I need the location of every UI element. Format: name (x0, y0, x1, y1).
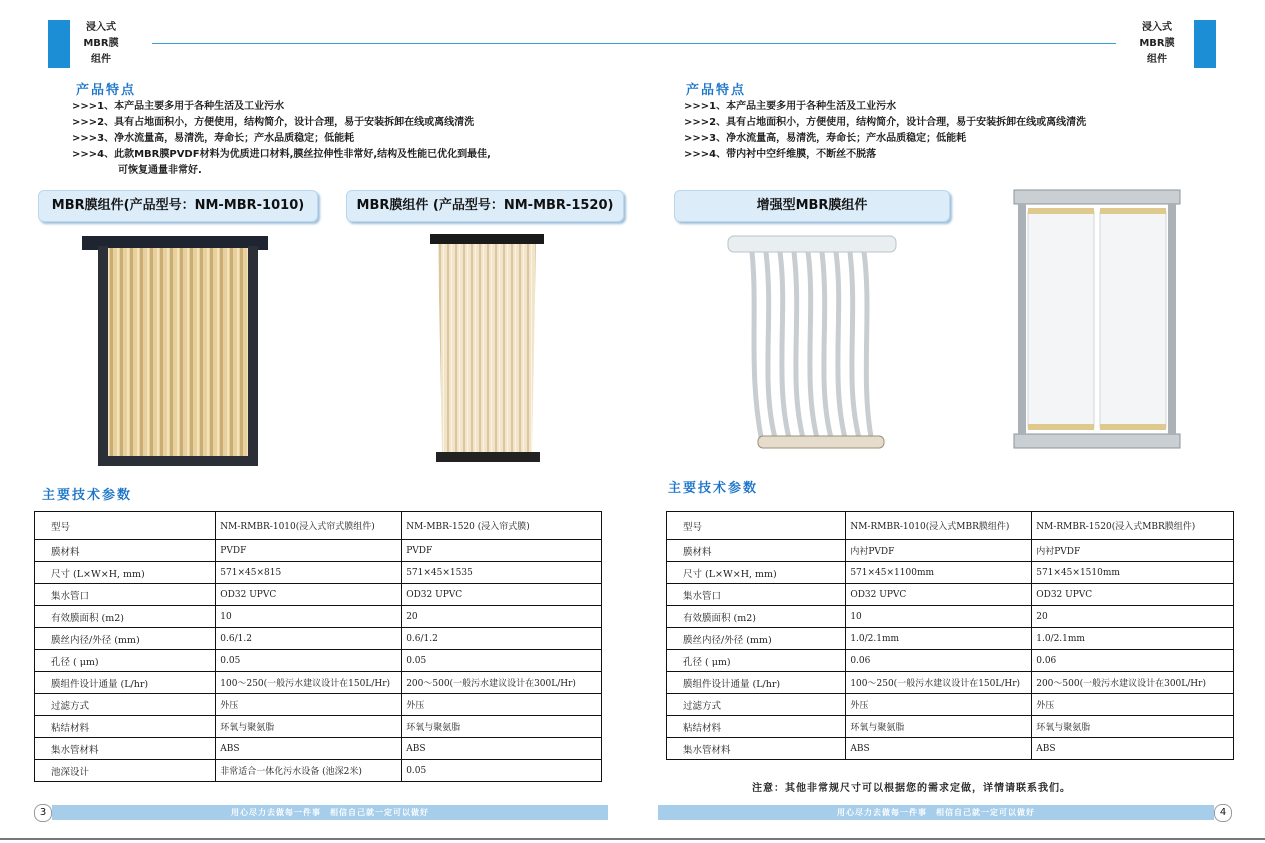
table-row: 孔径 ( μm) 0.05 0.05 (35, 650, 602, 672)
table-row: 粘结材料 环氧与聚氨脂 环氧与聚氨脂 (667, 716, 1234, 738)
bottom-rule (0, 838, 1265, 840)
page-number-left: 3 (34, 804, 52, 822)
table-row: 集水管口 OD32 UPVC OD32 UPVC (35, 584, 602, 606)
product-label-1010: MBR膜组件(产品型号：NM-MBR-1010) (38, 190, 318, 222)
feature-item: >>>2、具有占地面积小，方便使用，结构简介，设计合理，易于安装拆卸在线或离线清洗 (72, 117, 475, 128)
table-row: 膜丝内径/外径 (mm) 1.0/2.1mm 1.0/2.1mm (667, 628, 1234, 650)
footer-slogan-right: 用心尽力去做每一件事 相信自己就一定可以做好 (658, 805, 1214, 820)
table-row: 膜组件设计通量 (L/hr) 100～250(一般污水建议设计在150L/Hr) 200～500(一般污水建议设计在300L/Hr) (667, 672, 1234, 694)
features-title-right: 产品特点 (686, 83, 747, 98)
params-title-right: 主要技术参数 (668, 481, 759, 496)
header-title-line: 浸入式 (1142, 22, 1172, 33)
spec-table-right (666, 511, 1234, 760)
table-row: 膜材料 PVDF PVDF (35, 540, 602, 562)
header-title-line: 组件 (1147, 54, 1167, 65)
header-title-left (66, 20, 136, 68)
product-label-1520: MBR膜组件 (产品型号：NM-MBR-1520) (346, 190, 624, 222)
spec-table-left (34, 511, 602, 782)
table-row: 型号 NM-RMBR-1010(浸入式MBR膜组件) NM-RMBR-1520(浸入式MBR膜组件) (667, 512, 1234, 540)
feature-item: >>>2、具有占地面积小，方便使用，结构简介，设计合理，易于安装拆卸在线或离线清洗 (684, 117, 1087, 128)
product-image-1010 (80, 232, 270, 468)
header-tab-right (1194, 20, 1216, 68)
feature-item: >>>1、本产品主要多用于各种生活及工业污水 (684, 101, 897, 112)
table-row: 膜材料 内衬PVDF 内衬PVDF (667, 540, 1234, 562)
table-row: 膜组件设计通量 (L/hr) 100～250(一般污水建议设计在150L/Hr) 200～500(一般污水建议设计在300L/Hr) (35, 672, 602, 694)
header-title-line: MBR膜 (83, 38, 119, 49)
table-row: 尺寸 (L×W×H, mm) 571×45×1100mm 571×45×1510mm (667, 562, 1234, 584)
header-title-line: MBR膜 (1139, 38, 1175, 49)
table-row: 集水管口 OD32 UPVC OD32 UPVC (667, 584, 1234, 606)
page-number-right: 4 (1214, 804, 1232, 822)
product-image-enhanced (722, 232, 906, 458)
feature-item: 可恢复通量非常好. (118, 165, 202, 176)
table-row: 集水管材料 ABS ABS (667, 738, 1234, 760)
footer-slogan-left: 用心尽力去做每一件事 相信自己就一定可以做好 (52, 805, 608, 820)
product-image-1520 (430, 232, 544, 466)
header-divider-left (152, 43, 632, 44)
custom-size-note: 注意：其他非常规尺寸可以根据您的需求定做，详情请联系我们。 (752, 783, 1071, 794)
feature-item: >>>3、净水流量高，易清洗，寿命长；产水品质稳定；低能耗 (72, 133, 355, 144)
table-row: 膜丝内径/外径 (mm) 0.6/1.2 0.6/1.2 (35, 628, 602, 650)
header-title-line: 组件 (91, 54, 111, 65)
feature-item: >>>1、本产品主要多用于各种生活及工业污水 (72, 101, 285, 112)
table-row: 孔径 ( μm) 0.06 0.06 (667, 650, 1234, 672)
header-title-right (1122, 20, 1192, 68)
product-label-enhanced: 增强型MBR膜组件 (674, 190, 950, 222)
table-row: 过滤方式 外压 外压 (667, 694, 1234, 716)
feature-item: >>>4、带内衬中空纤维膜，不断丝不脱落 (684, 149, 877, 160)
feature-item: >>>3、净水流量高，易清洗，寿命长；产水品质稳定；低能耗 (684, 133, 967, 144)
table-row: 有效膜面积 (m2) 10 20 (35, 606, 602, 628)
table-row: 过滤方式 外压 外压 (35, 694, 602, 716)
features-title-left: 产品特点 (76, 83, 137, 98)
table-row: 池深设计 非常适合一体化污水设备 (池深2米) 0.05 (35, 760, 602, 782)
table-row: 有效膜面积 (m2) 10 20 (667, 606, 1234, 628)
params-title-left: 主要技术参数 (42, 488, 133, 503)
feature-item: >>>4、此款MBR膜PVDF材料为优质进口材料,膜丝拉伸性非常好,结构及性能已优化到最佳, (72, 149, 491, 160)
header-divider-right (632, 43, 1116, 44)
header-title-line: 浸入式 (86, 22, 116, 33)
product-image-frame (1012, 186, 1182, 452)
table-row: 尺寸 (L×W×H, mm) 571×45×815 571×45×1535 (35, 562, 602, 584)
table-row: 集水管材料 ABS ABS (35, 738, 602, 760)
table-row: 粘结材料 环氧与聚氨脂 环氧与聚氨脂 (35, 716, 602, 738)
table-row: 型号 NM-RMBR-1010(浸入式帘式膜组件) NM-MBR-1520 (浸入帘式膜) (35, 512, 602, 540)
